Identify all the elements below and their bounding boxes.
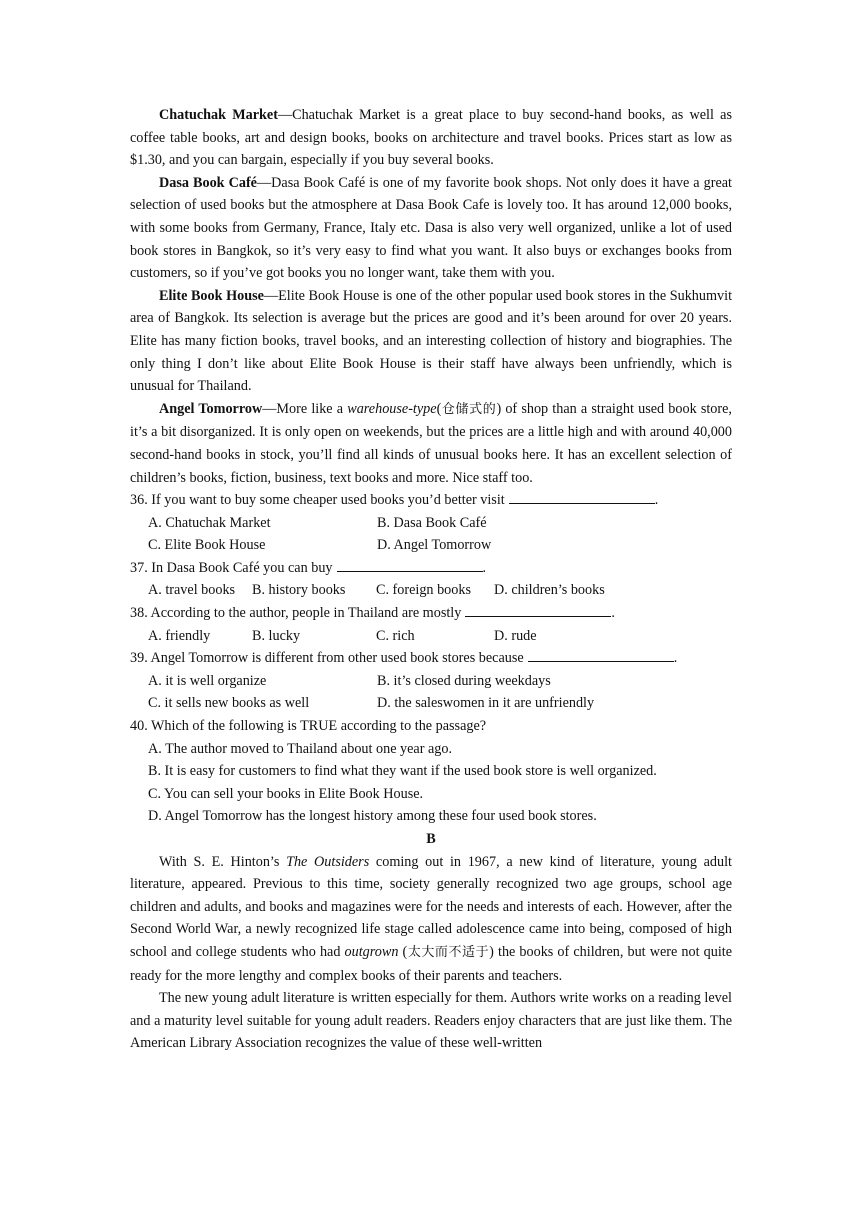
paragraph-dasa [130,172,732,285]
question-stem: 36. If you want to buy some cheaper used books you’d better visit [130,492,505,509]
paragraph-text: coming out in 1967, a new kind of literature, young adult literature, appeared. Previous to this time, society generally recognized two age groups, school age children and adults, and books and magazines were for the needs and interests of each. However, after the Second World War, a newly recognized life stage called adolescence came into being, composed of high school and college students who had [130,853,732,960]
option-c: C. foreign books [376,582,471,599]
chinese-gloss: 太大而不适于 [407,944,490,960]
question-end: . [654,492,659,509]
question-end: . [673,650,678,667]
book-title: The Outsiders [286,853,370,870]
option-b: B. it’s closed during weekdays [377,672,551,689]
paragraph-text: —Elite Book House is one of the other popular used book stores in the Sukhumvit area of Bangkok. Its selection is average but the prices are good and it’s been around for over 20 years. Elite has many fiction books, travel books, and an interesting collection of history and biographies. The only thing I don’t like about Elite Book House is their staff have always been unfriendly, which is unusual for Thailand. [130,287,733,395]
store-name: Angel Tomorrow [159,400,263,417]
option-b: B. lucky [252,627,301,644]
paragraph-text: With S. E. Hinton’s [159,853,287,870]
italic-term: warehouse-type [347,400,437,417]
italic-term: outgrown [344,943,399,960]
paragraph-angel [130,398,732,489]
section-heading: B [426,831,436,847]
paragraph-text: —More like a [262,400,348,417]
option-d: D. Angel Tomorrow has the longest history among these four used book stores. [148,808,597,825]
document-page [130,104,732,1055]
paragraph-text: —Dasa Book Café is one of my favorite book shops. Not only does it have a great selection of used books but the atmosphere at Dasa Book Cafe is lovely too. It has around 12,000 books, with some books from Germany, France, Italy etc. Dasa is also very well organized, unlike a lot of used book stores in Bangkok, so it’s very easy to find what you want. It also buys or exchanges books from customers, so if you’ve got books you no longer want, take them with you. [130,174,732,282]
paragraph-text: ) the books of children, but were not quite ready for the more lengthy and complex books of their parents and teachers. [130,943,732,984]
question-end: . [611,605,615,622]
option-a: A. friendly [148,627,211,644]
paren: ( [398,943,408,960]
paragraph-text: —Chatuchak Market is a great place to buy second-hand books, as well as coffee table books, art and design books, books on architecture and travel books. Prices start as low as $1.30, and you can bargain, especially if you buy several books. [130,107,732,169]
option-d: D. children’s books [494,582,605,599]
chinese-gloss: 仓储式的 [441,401,497,417]
question-37 [130,557,732,580]
question-stem: 37. In Dasa Book Café you can buy [130,559,333,576]
question-stem: 39. Angel Tomorrow is different from other used book stores because [130,650,524,667]
option-c: C. rich [376,627,415,644]
answer-blank [528,647,674,662]
paragraph-text: ) of shop than a straight used book store, it’s a bit disorganized. It is only open on weekends, but the prices are a little high and with around 40,000 second-hand books in stock, you’ll find all kinds of unusual books here. It has an excellent selection of children’s books, fiction, business, text books and more. Nice staff too. [130,400,732,486]
options-36 [130,512,732,535]
option-a: A. The author moved to Thailand about one year ago. [148,740,453,757]
option-b: B. It is easy for customers to find what they want if the used book store is well organized. [148,763,657,780]
paragraph-chatuchak [130,104,732,172]
question-stem: 40. Which of the following is TRUE according to the passage? [130,718,487,735]
option-d: D. Angel Tomorrow [377,537,492,554]
option-b: B. history books [252,582,346,599]
store-name: Chatuchak Market [159,107,278,123]
question-end: . [482,559,487,576]
option-c: C. Elite Book House [148,537,266,554]
option-c: C. it sells new books as well [148,695,310,712]
answer-blank [509,489,655,504]
question-36 [130,489,732,512]
question-38 [130,602,732,625]
answer-blank [337,557,483,572]
option-d: D. rude [494,627,537,644]
option-a: A. it is well organize [148,672,267,689]
paragraph-elite [130,285,732,398]
question-39 [130,647,732,670]
options-36b [130,534,732,557]
options-38 [130,625,732,648]
store-name: Dasa Book Café [159,174,257,191]
question-40 [130,715,732,738]
option-a: A. travel books [148,582,236,599]
option-c: C. You can sell your books in Elite Book House. [148,785,424,802]
question-stem: 38. According to the author, people in Thailand are mostly [130,605,462,622]
paragraph-b1 [130,851,732,988]
paragraph-b2: The new young adult literature is written especially for them. Authors write works on a reading level and a maturity level suitable for young adult readers. Readers enjoy characters that are just like them. The American Library Association recognizes the value of these well-written [130,990,732,1052]
option-d: D. the saleswomen in it are unfriendly [377,695,595,712]
option-b: B. Dasa Book Café [377,514,487,531]
option-a: A. Chatuchak Market [148,514,271,531]
store-name: Elite Book House [159,287,264,304]
paren: ( [436,400,442,417]
answer-blank [465,602,611,617]
options-39 [130,670,732,693]
options-37 [130,579,732,602]
options-39b [130,692,732,715]
